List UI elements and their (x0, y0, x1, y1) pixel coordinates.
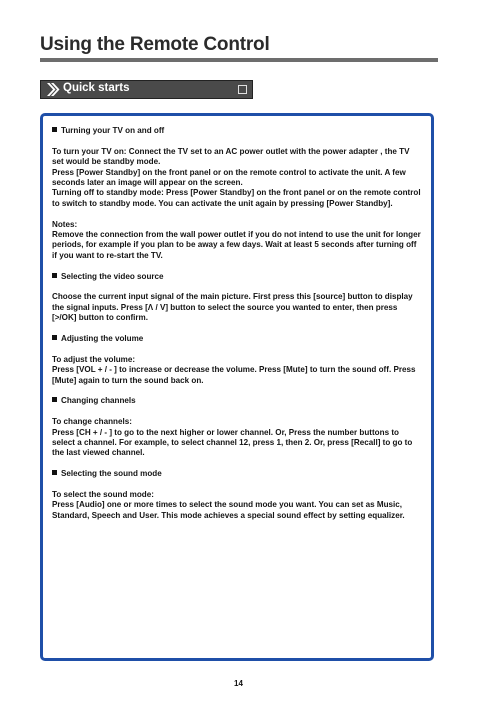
paragraph: Choose the current input signal of the main picture. First press this [source] button to display the signal inputs. Press [Λ / V] button to select the source you wanted to enter, then press [>/OK] button to confirm. (52, 292, 413, 323)
content-body (52, 126, 422, 532)
section-heading: Selecting the sound mode (52, 469, 422, 479)
chevron-right-icon (46, 83, 60, 96)
section-heading: Changing channels (52, 396, 422, 406)
section-heading: Selecting the video source (52, 272, 422, 282)
bullet-icon (52, 470, 57, 475)
bullet-icon (52, 273, 57, 278)
paragraph: To adjust the volume: Press [VOL + / - ] to increase or decrease the volume. Press [Mute] to turn the sound off. Press [Mute] again to turn the sound back on. (52, 354, 416, 385)
section-heading: Turning your TV on and off (52, 126, 422, 136)
bullet-icon (52, 127, 57, 132)
square-icon (238, 85, 247, 94)
paragraph: To select the sound mode: Press [Audio] one or more times to select the sound mode you want. You can set as Music, Standard, Speech and User. This mode achieves a special sound effect by setting equalizer. (52, 490, 405, 520)
section-label: Quick starts (63, 82, 130, 94)
bullet-icon (52, 335, 57, 340)
title-rule (40, 58, 438, 62)
bullet-icon (52, 397, 57, 402)
page-number: 14 (234, 679, 243, 688)
paragraph: Notes: Remove the connection from the wall power outlet if you do not intend to use the unit for longer periods, for example if you plan to be away a few days. Wait at least 5 seconds after turning off if you want to re-start the TV. (52, 219, 421, 260)
section-heading: Adjusting the volume (52, 334, 422, 344)
paragraph: To change channels: Press [CH + / - ] to go to the next higher or lower channel. Or, Press the number buttons to select a channel. For example, to select channel 12, press 1, then 2. Or, press [Recall] to go to the last viewed channel. (52, 417, 413, 458)
paragraph: To turn your TV on: Connect the TV set to an AC power outlet with the power adapter , the TV set would be standby mode. Press [Power Standby] on the front panel or on the remote control to activate the unit. A few seconds later an image will appear on the screen. Turning off to standby mode: Press [Power Standby] on the front panel or on the remote control to switch to standby mode. You can activate the unit again by pressing [Power Standby]. (52, 146, 421, 208)
page-title: Using the Remote Control (40, 34, 270, 55)
section-banner (40, 80, 253, 99)
